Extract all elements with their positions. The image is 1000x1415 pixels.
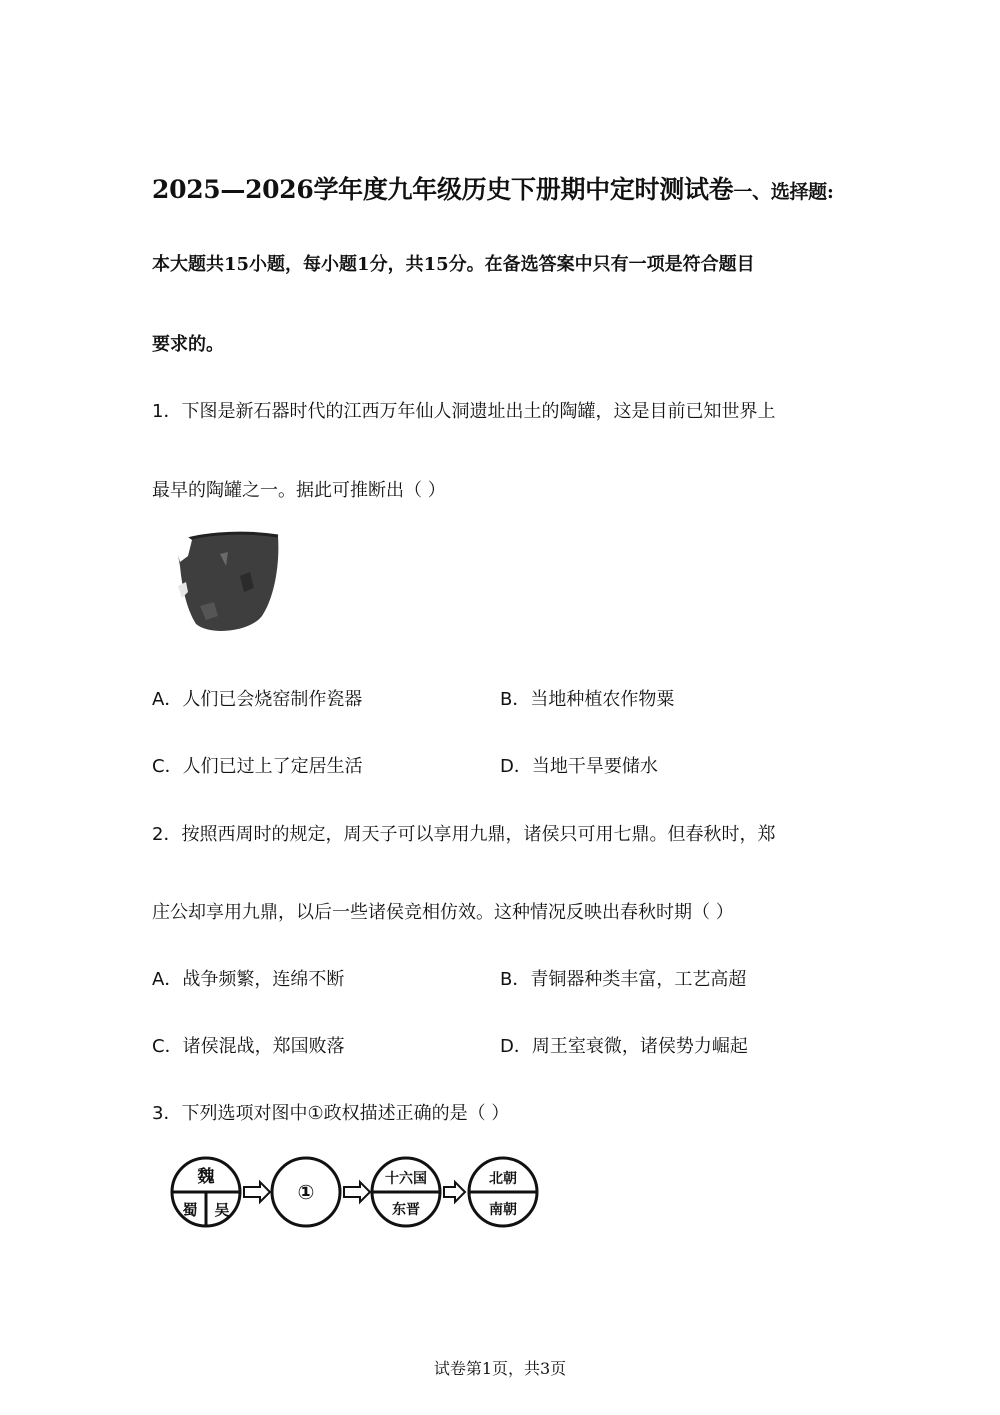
q2-option-b: B．青铜器种类丰富，工艺高超: [500, 969, 747, 990]
q2-option-d: D．周王室衰微，诸侯势力崛起: [500, 1036, 748, 1057]
question-1-stem-1: 1．下图是新石器时代的江西万年仙人洞遗址出土的陶罐，这是目前已知世界上: [152, 401, 776, 422]
pottery-jar-image: [170, 526, 285, 638]
diagram-northern-dynasties: 北朝: [489, 1171, 517, 1187]
question-3-stem: 3．下列选项对图中①政权描述正确的是（ ）: [152, 1103, 510, 1124]
q1-option-a: A．人们已会烧窑制作瓷器: [152, 689, 363, 710]
diagram-shu: 蜀: [182, 1201, 198, 1219]
q2-option-c: C．诸侯混战，郑国败落: [152, 1036, 345, 1057]
question-2-stem-2: 庄公却享用九鼎，以后一些诸侯竞相仿效。这种情况反映出春秋时期（ ）: [152, 902, 734, 923]
q1-option-b: B．当地种植农作物粟: [500, 689, 675, 710]
diagram-wu: 吴: [214, 1201, 230, 1219]
diagram-sixteen-kingdoms: 十六国: [385, 1171, 427, 1187]
diagram-circled-one: ①: [297, 1180, 315, 1204]
question-1-stem-2: 最早的陶罐之一。据此可推断出（ ）: [152, 480, 446, 501]
q2-option-a: A．战争频繁，连绵不断: [152, 969, 345, 990]
dynasty-sequence-diagram: [168, 1152, 543, 1232]
diagram-southern-dynasties: 南朝: [489, 1202, 517, 1218]
exam-title: [152, 170, 834, 206]
page-footer: 试卷第1页，共3页: [433, 1359, 567, 1378]
diagram-eastern-jin: 东晋: [392, 1202, 420, 1218]
instructions-line-1: 本大题共15小题，每小题1分，共15分。在备选答案中只有一项是符合题目: [152, 254, 755, 275]
exam-title-main: 2025—2026学年度九年级历史下册期中定时测试卷: [152, 175, 734, 204]
question-2-stem-1: 2．按照西周时的规定，周天子可以享用九鼎，诸侯只可用七鼎。但春秋时，郑: [152, 824, 776, 845]
instructions-line-2: 要求的。: [152, 334, 224, 355]
q1-option-d: D．当地干旱要储水: [500, 756, 658, 777]
diagram-wei: 魏: [197, 1167, 215, 1187]
q1-option-c: C．人们已过上了定居生活: [152, 756, 363, 777]
section-title: 一、选择题:: [733, 181, 834, 203]
